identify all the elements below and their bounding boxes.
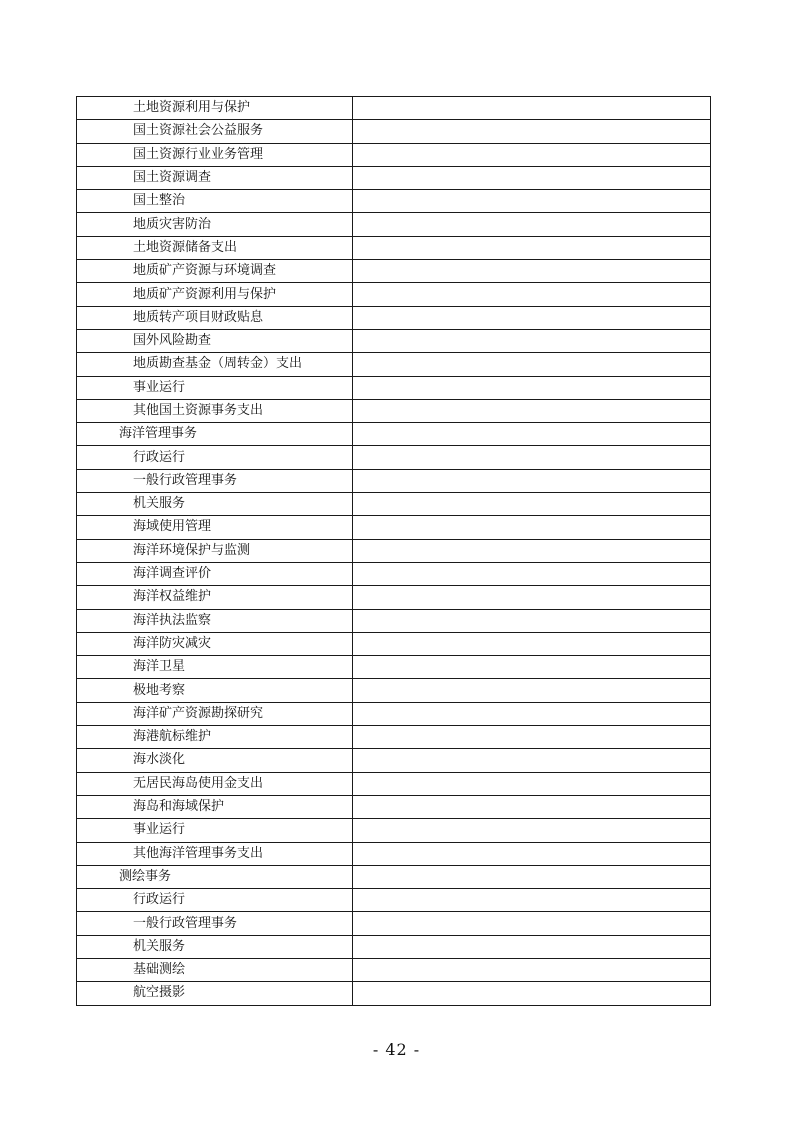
item-row <box>77 469 711 492</box>
row-value <box>353 143 711 166</box>
item-row <box>77 889 711 912</box>
row-label: 海水淡化 <box>77 749 353 772</box>
row-value <box>353 120 711 143</box>
row-label: 地质矿产资源与环境调查 <box>77 260 353 283</box>
table-body <box>77 97 711 1006</box>
row-value <box>353 399 711 422</box>
row-label: 海洋环境保护与监测 <box>77 539 353 562</box>
row-label: 海岛和海域保护 <box>77 795 353 818</box>
row-value <box>353 283 711 306</box>
row-label: 地质灾害防治 <box>77 213 353 236</box>
item-row <box>77 772 711 795</box>
item-row <box>77 166 711 189</box>
item-row <box>77 702 711 725</box>
row-value <box>353 329 711 352</box>
row-value <box>353 865 711 888</box>
row-label: 地质勘查基金（周转金）支出 <box>77 353 353 376</box>
row-value <box>353 213 711 236</box>
item-row <box>77 795 711 818</box>
row-value <box>353 889 711 912</box>
row-value <box>353 656 711 679</box>
row-value <box>353 819 711 842</box>
row-label: 测绘事务 <box>77 865 353 888</box>
row-value <box>353 726 711 749</box>
item-row <box>77 656 711 679</box>
row-label: 海洋调查评价 <box>77 562 353 585</box>
row-value <box>353 190 711 213</box>
row-label: 国土资源调查 <box>77 166 353 189</box>
budget-table <box>76 96 711 1006</box>
item-row <box>77 213 711 236</box>
row-label: 其他海洋管理事务支出 <box>77 842 353 865</box>
row-label: 土地资源储备支出 <box>77 236 353 259</box>
row-label: 国外风险勘查 <box>77 329 353 352</box>
row-label: 国土资源社会公益服务 <box>77 120 353 143</box>
item-row <box>77 329 711 352</box>
row-value <box>353 516 711 539</box>
row-value <box>353 912 711 935</box>
row-value <box>353 423 711 446</box>
row-label: 土地资源利用与保护 <box>77 97 353 120</box>
item-row <box>77 819 711 842</box>
item-row <box>77 236 711 259</box>
row-value <box>353 958 711 981</box>
row-label: 国土资源行业业务管理 <box>77 143 353 166</box>
row-value <box>353 260 711 283</box>
row-label: 其他国土资源事务支出 <box>77 399 353 422</box>
item-row <box>77 539 711 562</box>
row-label: 海域使用管理 <box>77 516 353 539</box>
item-row <box>77 190 711 213</box>
row-label: 海洋权益维护 <box>77 586 353 609</box>
item-row <box>77 97 711 120</box>
item-row <box>77 586 711 609</box>
row-value <box>353 749 711 772</box>
row-label: 一般行政管理事务 <box>77 912 353 935</box>
row-label: 海洋卫星 <box>77 656 353 679</box>
row-label: 海洋防灾减灾 <box>77 632 353 655</box>
row-label: 事业运行 <box>77 376 353 399</box>
item-row <box>77 562 711 585</box>
row-label: 航空摄影 <box>77 982 353 1005</box>
item-row <box>77 679 711 702</box>
item-row <box>77 516 711 539</box>
row-value <box>353 166 711 189</box>
item-row <box>77 399 711 422</box>
row-label: 行政运行 <box>77 446 353 469</box>
row-value <box>353 609 711 632</box>
category-row <box>77 423 711 446</box>
item-row <box>77 935 711 958</box>
row-value <box>353 446 711 469</box>
row-label: 海洋矿产资源勘探研究 <box>77 702 353 725</box>
item-row <box>77 446 711 469</box>
row-value <box>353 469 711 492</box>
row-value <box>353 772 711 795</box>
row-label: 机关服务 <box>77 493 353 516</box>
row-label: 海港航标维护 <box>77 726 353 749</box>
row-value <box>353 97 711 120</box>
category-row <box>77 865 711 888</box>
row-value <box>353 586 711 609</box>
row-label: 海洋管理事务 <box>77 423 353 446</box>
row-label: 行政运行 <box>77 889 353 912</box>
row-value <box>353 493 711 516</box>
item-row <box>77 842 711 865</box>
row-label: 基础测绘 <box>77 958 353 981</box>
row-label: 国土整治 <box>77 190 353 213</box>
row-value <box>353 376 711 399</box>
row-value <box>353 236 711 259</box>
item-row <box>77 982 711 1005</box>
row-value <box>353 562 711 585</box>
row-value <box>353 982 711 1005</box>
row-value <box>353 842 711 865</box>
item-row <box>77 749 711 772</box>
item-row <box>77 609 711 632</box>
row-label: 地质矿产资源利用与保护 <box>77 283 353 306</box>
row-label: 无居民海岛使用金支出 <box>77 772 353 795</box>
item-row <box>77 726 711 749</box>
item-row <box>77 120 711 143</box>
row-value <box>353 539 711 562</box>
item-row <box>77 632 711 655</box>
item-row <box>77 958 711 981</box>
item-row <box>77 260 711 283</box>
row-value <box>353 679 711 702</box>
item-row <box>77 353 711 376</box>
row-value <box>353 795 711 818</box>
item-row <box>77 283 711 306</box>
item-row <box>77 376 711 399</box>
item-row <box>77 143 711 166</box>
item-row <box>77 912 711 935</box>
row-label: 极地考察 <box>77 679 353 702</box>
row-value <box>353 353 711 376</box>
row-label: 地质转产项目财政贴息 <box>77 306 353 329</box>
row-value <box>353 306 711 329</box>
row-label: 一般行政管理事务 <box>77 469 353 492</box>
row-value <box>353 935 711 958</box>
row-value <box>353 632 711 655</box>
item-row <box>77 493 711 516</box>
row-label: 海洋执法监察 <box>77 609 353 632</box>
row-value <box>353 702 711 725</box>
item-row <box>77 306 711 329</box>
page-number: - 42 - <box>372 1040 421 1059</box>
row-label: 事业运行 <box>77 819 353 842</box>
row-label: 机关服务 <box>77 935 353 958</box>
